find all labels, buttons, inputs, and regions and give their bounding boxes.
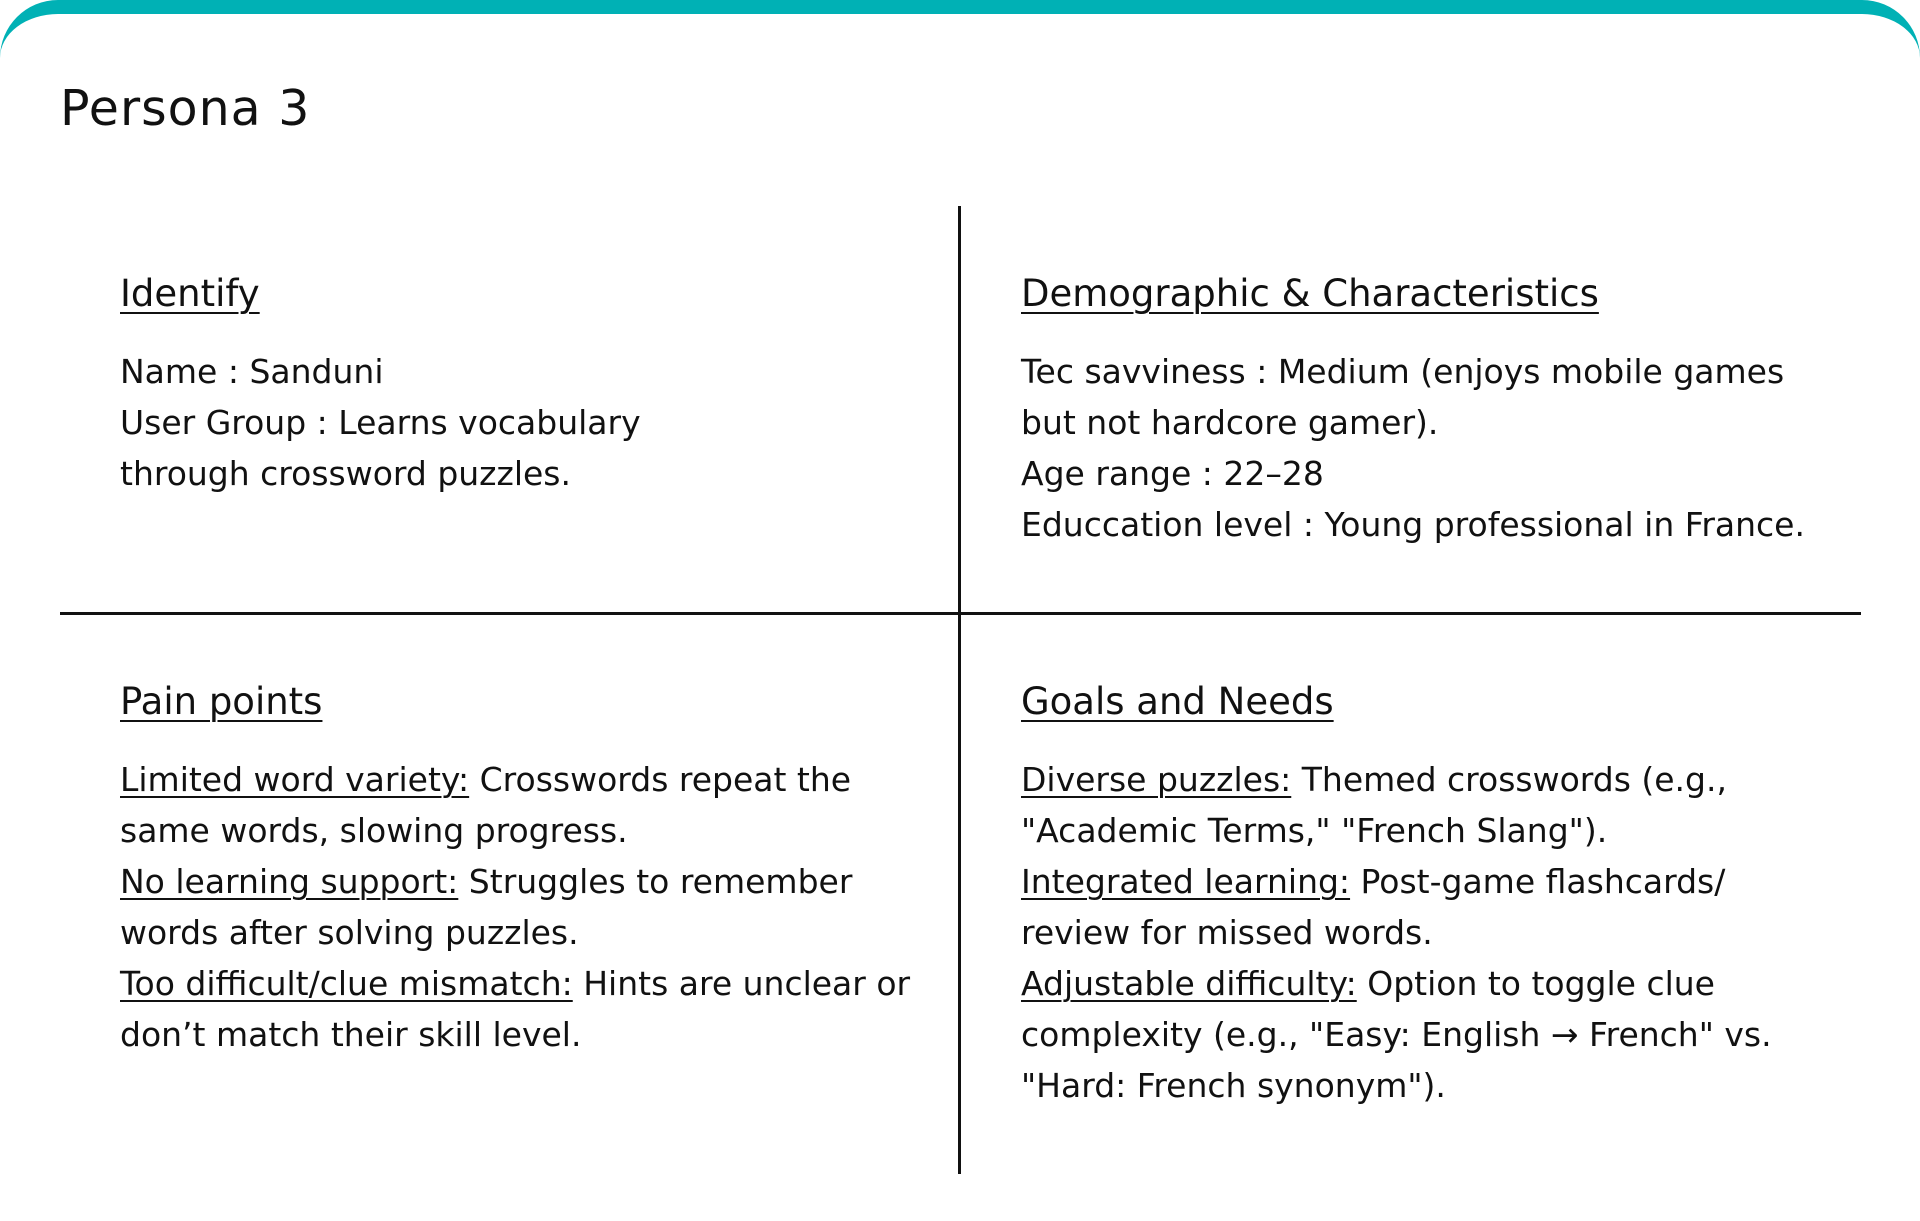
identify-line: User Group : Learns vocabulary xyxy=(120,403,641,442)
vertical-divider xyxy=(958,206,961,1174)
pain-point-text: same words, slowing progress. xyxy=(120,811,628,850)
goal-line xyxy=(1021,805,1861,856)
identify-line: through crossword puzzles. xyxy=(120,454,571,493)
identify-body xyxy=(120,346,940,499)
goal-line xyxy=(1021,907,1861,958)
goal-label: Adjustable difficulty: xyxy=(1021,964,1357,1003)
pain-point-line xyxy=(120,958,940,1009)
identify-heading: Identify xyxy=(120,272,260,315)
goal-text: "Hard: French synonym"). xyxy=(1021,1066,1446,1105)
goal-line xyxy=(1021,1060,1861,1111)
pain-point-label: Too difficult/clue mismatch: xyxy=(120,964,573,1003)
pain-point-label: No learning support: xyxy=(120,862,459,901)
goal-label: Diverse puzzles: xyxy=(1021,760,1292,799)
pain-point-label: Limited word variety: xyxy=(120,760,470,799)
goals-section xyxy=(1021,674,1861,1111)
demographic-line: Educcation level : Young professional in France. xyxy=(1021,505,1805,544)
pain-point-text: Struggles to remember xyxy=(458,862,853,901)
demographic-line: but not hardcore gamer). xyxy=(1021,403,1439,442)
pain-point-line xyxy=(120,907,940,958)
demographic-heading: Demographic & Characteristics xyxy=(1021,272,1599,315)
pain-point-text: Crosswords repeat the xyxy=(469,760,852,799)
pain-points-section xyxy=(120,674,940,1060)
goals-heading: Goals and Needs xyxy=(1021,680,1334,723)
goal-text: Option to toggle clue xyxy=(1356,964,1715,1003)
pain-point-line xyxy=(120,1009,940,1060)
pain-point-line xyxy=(120,856,940,907)
pain-points-heading: Pain points xyxy=(120,680,323,723)
pain-points-body xyxy=(120,754,940,1060)
goal-text: review for missed words. xyxy=(1021,913,1433,952)
goal-line xyxy=(1021,856,1861,907)
pain-point-text: don’t match their skill level. xyxy=(120,1015,582,1054)
demographic-section xyxy=(1021,266,1861,550)
goal-text: Post-game flashcards/ xyxy=(1350,862,1726,901)
goal-line xyxy=(1021,754,1861,805)
pain-point-line xyxy=(120,805,940,856)
horizontal-divider xyxy=(60,612,1861,615)
demographic-line: Age range : 22–28 xyxy=(1021,454,1324,493)
identify-line: Name : Sanduni xyxy=(120,352,384,391)
goal-text: complexity (e.g., "Easy: English → French" vs. xyxy=(1021,1015,1772,1054)
goal-line xyxy=(1021,958,1861,1009)
identify-section xyxy=(120,266,940,499)
goal-text: Themed crosswords (e.g., xyxy=(1291,760,1727,799)
page-title: Persona 3 xyxy=(60,80,311,137)
goal-text: "Academic Terms," "French Slang"). xyxy=(1021,811,1608,850)
goals-body xyxy=(1021,754,1861,1111)
demographic-line: Tec savviness : Medium (enjoys mobile games xyxy=(1021,352,1785,391)
demographic-body xyxy=(1021,346,1861,550)
goal-line xyxy=(1021,1009,1861,1060)
pain-point-line xyxy=(120,754,940,805)
goal-label: Integrated learning: xyxy=(1021,862,1351,901)
pain-point-text: Hints are unclear or xyxy=(572,964,911,1003)
pain-point-text: words after solving puzzles. xyxy=(120,913,579,952)
